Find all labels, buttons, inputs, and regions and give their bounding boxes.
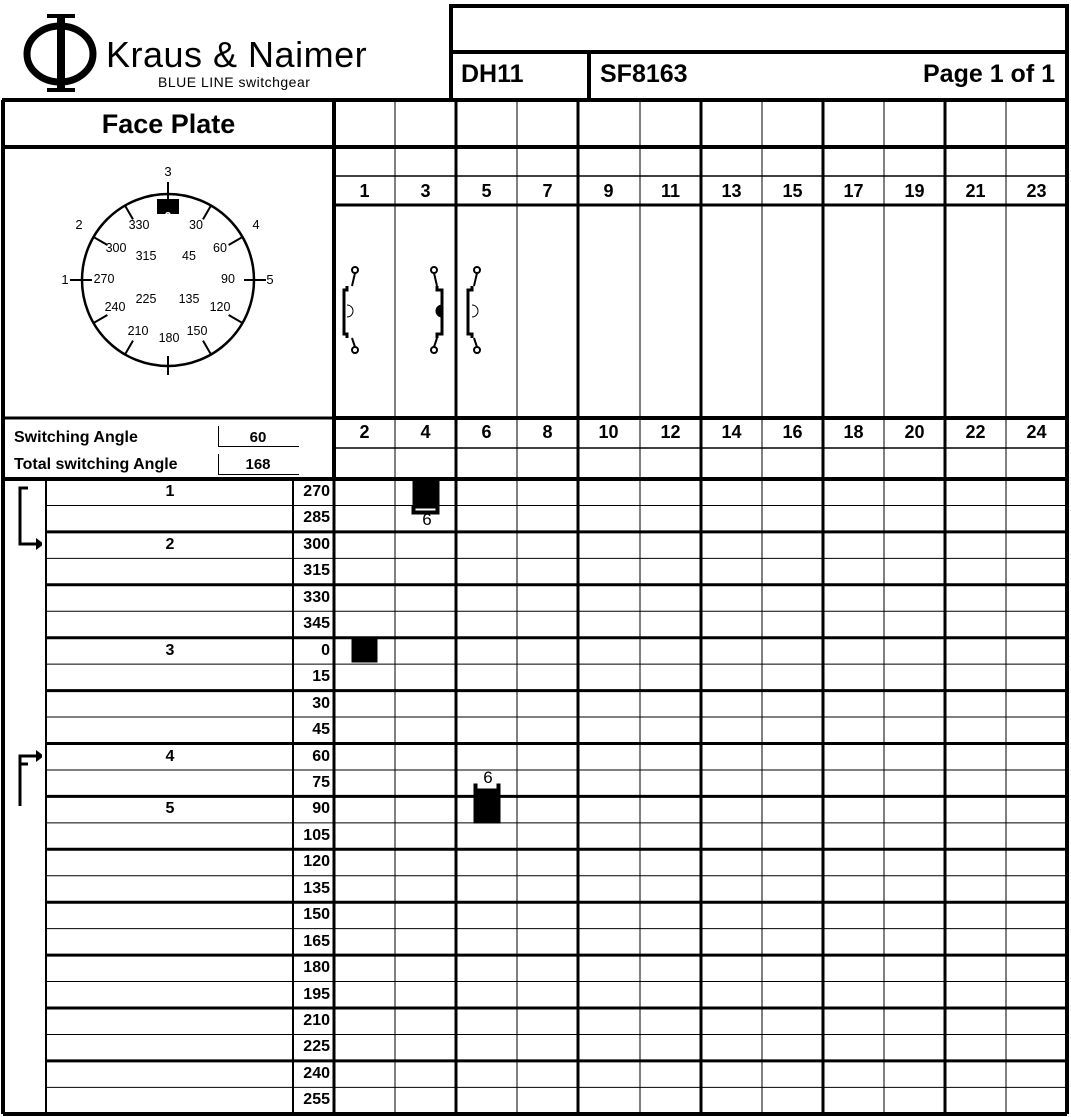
terminal-bottom-24: 24	[1026, 422, 1047, 442]
row-angle: 135	[303, 879, 330, 897]
dial-angle-label: 330	[128, 218, 150, 232]
dial-tick	[125, 341, 133, 355]
row-angle: 210	[303, 1012, 330, 1029]
terminal-top-11: 11	[660, 181, 681, 201]
dial-angle-label: 120	[209, 300, 231, 314]
switching-angle-value: 60	[249, 429, 267, 446]
row-angle: 225	[303, 1038, 330, 1056]
row-position: 2	[165, 535, 175, 553]
terminal-top-1: 1	[359, 181, 370, 201]
terminal-top-7: 7	[542, 181, 553, 201]
dial-position-label: 2	[75, 217, 83, 232]
row-angle: 45	[312, 721, 330, 739]
terminal-bottom-14: 14	[721, 422, 742, 442]
row-position: 4	[165, 747, 175, 765]
switching-angle-label: Switching Angle	[14, 429, 138, 446]
dial-angle-label: 315	[135, 249, 157, 263]
row-angle: 180	[303, 959, 330, 977]
drawing-number: SF8163	[600, 60, 688, 88]
dial-angle-label: 45	[182, 249, 196, 263]
contact-closed-bar	[352, 637, 377, 662]
row-angle: 0	[321, 641, 330, 659]
terminal-top-5: 5	[481, 181, 492, 201]
brand-subtitle: BLUE LINE switchgear	[158, 74, 311, 90]
total-switching-angle-label: Total switching Angle	[14, 456, 178, 473]
row-position: 1	[165, 483, 175, 500]
dial-angle-label: 150	[186, 324, 208, 338]
row-angle: 255	[303, 1091, 330, 1109]
model-number: DH11	[461, 60, 524, 88]
dial-angle-label: 210	[127, 324, 149, 338]
dial-angle-label: 240	[104, 300, 126, 314]
row-angle: 240	[303, 1064, 330, 1082]
row-angle: 195	[303, 985, 330, 1003]
dial-angle-label: 225	[135, 292, 157, 306]
dial-position-label: 3	[164, 164, 172, 179]
terminal-bottom-12: 12	[660, 422, 681, 442]
terminal-top-23: 23	[1026, 181, 1047, 201]
row-angle: 300	[303, 535, 330, 553]
terminal-top-9: 9	[603, 181, 614, 201]
row-position: 3	[165, 641, 175, 659]
row-angle: 330	[303, 588, 330, 606]
row-position: 5	[165, 800, 175, 818]
contact-mark-second: 6	[483, 768, 493, 787]
row-angle: 120	[303, 853, 330, 871]
dial-tick	[94, 315, 108, 323]
row-angle: 150	[303, 906, 330, 924]
dial-position-label: 1	[61, 272, 69, 287]
row-angle: 165	[303, 932, 330, 950]
contact-mark-first: 6	[422, 510, 432, 529]
row-angle: 315	[303, 562, 330, 580]
brand-name: Kraus & Naimer	[106, 34, 368, 75]
terminal-bottom-18: 18	[843, 422, 864, 442]
terminal-bottom-20: 20	[904, 422, 925, 442]
contact-symbols-icon	[334, 260, 494, 360]
rotation-bracket-icon	[8, 484, 42, 814]
terminal-top-15: 15	[782, 181, 803, 201]
row-angle: 270	[303, 483, 330, 500]
contact-closed-bar	[474, 789, 500, 823]
total-switching-angle-value: 168	[245, 456, 271, 473]
terminal-bottom-4: 4	[420, 422, 431, 442]
terminal-top-21: 21	[965, 181, 986, 201]
dial-angle-label: 60	[213, 241, 227, 255]
contact-closed-bar	[413, 481, 439, 508]
dial-position-label: 4	[252, 217, 260, 232]
terminal-top-3: 3	[420, 181, 431, 201]
terminal-top-17: 17	[843, 181, 864, 201]
terminal-top-13: 13	[721, 181, 742, 201]
terminal-bottom-8: 8	[542, 422, 553, 442]
terminal-top-19: 19	[904, 181, 925, 201]
page-indicator: Page 1 of 1	[923, 60, 1055, 88]
row-angle: 15	[312, 668, 330, 686]
terminal-bottom-6: 6	[481, 422, 492, 442]
dial-angle-label: 0	[164, 210, 172, 224]
terminal-bottom-10: 10	[598, 422, 619, 442]
row-angle: 30	[312, 694, 330, 712]
row-angle: 90	[312, 800, 330, 818]
dial-angle-label: 135	[178, 292, 200, 306]
dial-angle-label: 180	[158, 331, 180, 345]
terminal-bottom-16: 16	[782, 422, 803, 442]
row-angle: 345	[303, 615, 330, 633]
dial-angle-label: 90	[221, 272, 235, 286]
dial-position-label: 5	[266, 272, 274, 287]
row-angle: 285	[303, 509, 330, 527]
row-angle: 105	[303, 826, 330, 844]
row-angle: 75	[312, 773, 330, 791]
dial-angle-label: 270	[93, 272, 115, 286]
kraus-naimer-logo-icon	[22, 12, 102, 94]
row-angle: 60	[312, 747, 330, 765]
dial-tick	[229, 315, 243, 323]
terminal-bottom-2: 2	[359, 422, 370, 442]
dial-angle-label: 30	[189, 218, 203, 232]
face-plate-title: Face Plate	[101, 109, 236, 139]
terminal-bottom-22: 22	[965, 422, 986, 442]
dial-angle-label: 300	[105, 241, 127, 255]
dial-tick	[203, 341, 211, 355]
